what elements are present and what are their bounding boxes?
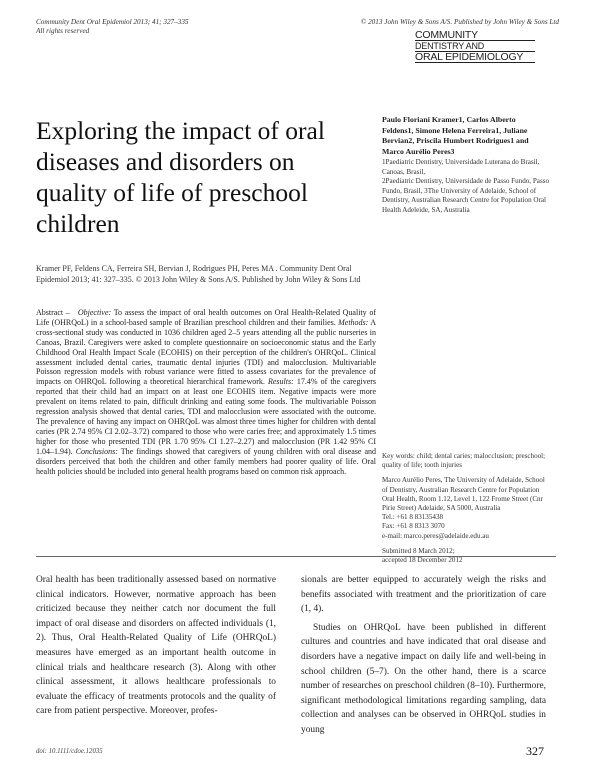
- section-divider: [36, 556, 556, 557]
- logo-line1: COMMUNITY: [415, 30, 535, 41]
- telephone: Tel.: +61 8 83135438: [382, 513, 444, 522]
- abstract: [36, 308, 376, 476]
- article-title: Exploring the impact of oral diseases and disorders on quality of life of preschool children: [36, 116, 325, 238]
- abstract-label: Abstract –: [36, 308, 70, 317]
- correspondence-address: Marco Aurélio Peres, The University of Adelaide, School of Dentistry, Australian Research Centre for Population Oral Health, Room 1.12, Level 1, 122 Frome Street (Cnr Pirie Street) Adelaide, SA 5000, Australia: [382, 476, 545, 513]
- abstract-methods: A cross-sectional study was conducted in 1036 children aged 2–5 years attending all the public nurseries in Canoas, Brazil. Caregivers were asked to complete questionnaire on socioeconomic status and the Early Childhood Oral Health Impact Scale (ECOHIS) on their perception of the children's OHRQoL. Clinical assessment included dental caries, traumatic dental injuries (TDI) and malocclusion. Multivariable Poisson regression models with robust variance were fitted to assess covariates for the prevalence of impacts on OHRQoL following a theoretical hierarchical framework.: [36, 317, 377, 387]
- journal-logo: [415, 30, 535, 63]
- journal-citation-line1: Community Dent Oral Epidemiol 2013; 41; 327–335: [36, 18, 189, 26]
- correspondence: [382, 476, 552, 540]
- abstract-objective-label: Objective:: [77, 308, 112, 317]
- body-column-2: [301, 573, 546, 738]
- intro-paragraph-1: Oral health has been traditionally assessed based on normative clinical indicators. However, normative approach has been criticized because they neither catch nor document the full impact of oral disease and disorders on affected individuals (1, 2). Thus, Oral Health-Related Quality of Life (OHRQoL) measures have emerged as an important health outcome in clinical trials and healthcare research (3). Along with other clinical assessment, it allows healthcare professionals to evaluate the efficacy of treatments protocols and the quality of care from patient perspective. Moreover, profes-: [36, 575, 276, 717]
- abstract-results-label: Results:: [267, 377, 294, 387]
- submitted-date: Submitted 8 March 2012;: [382, 546, 455, 555]
- intro-paragraph-2: Studies on OHRQoL have been published in different cultures and countries and have indicated that oral disease and disorders have a negative impact on daily life and well-being in school children (5–7). On the other hand, there is a scarce number of researches on preschool children (8–10). Furthermore, significant methodological limitations regarding sampling, data collection and analyses can be observed in OHRQoL studies in young: [301, 622, 546, 735]
- keywords: Key words: child; dental caries; malocclusion; preschool; quality of life; tooth injuries: [382, 452, 546, 470]
- doi-link[interactable]: doi: 10.1111/cdoe.12035: [36, 748, 103, 755]
- article-citation: Kramer PF, Feldens CA, Ferreira SH, Bervian J, Rodrigues PH, Peres MA . Community Dent Oral Epidemiol 2013; 41: 327–335. © 2013 John Wiley & Sons A/S. Published by John Wiley & Sons Ltd: [36, 264, 361, 284]
- affiliation-1: 1Paediatric Dentistry, Universidade Luterana do Brasil, Canoas, Brasil,: [382, 158, 540, 176]
- affiliations: [382, 158, 552, 215]
- email-link[interactable]: e-mail: marco.peres@adelaide.edu.au: [382, 531, 489, 540]
- logo-line2: DENTISTRY AND: [415, 41, 535, 52]
- intro-paragraph-continued: sionals are better equipped to accurately weigh the risks and benefits associated with treatment and the prioritization of care (1, 4).: [301, 575, 546, 615]
- journal-citation: [36, 18, 189, 36]
- abstract-objective: To assess the impact of oral health outcomes on Oral Health-Related Quality of Life (OHRQoL) in a school-based sample of Brazilian preschool children and their families.: [36, 308, 376, 327]
- logo-line3: ORAL EPIDEMIOLOGY: [415, 52, 535, 63]
- abstract-conclusions: The findings showed that caregivers of young children with oral disease and disorders perceived that both the children and other family members had poorer quality of life. Oral health policies should be included into general health programs based on common risk approach.: [36, 446, 377, 476]
- accepted-date: accepted 18 December 2012: [382, 556, 463, 565]
- page-number: 327: [526, 744, 544, 758]
- abstract-methods-label: Methods:: [338, 317, 369, 327]
- abstract-conclusions-label: Conclusions:: [75, 446, 118, 456]
- abstract-results: 17.4% of the caregivers reported that their child had an impact on at least one ECOHIS item. Negative impacts were more prevalent on items related to pain, difficult drinking and eating some foods. The multivariable Poisson regression analysis showed that dental caries, TDI and malocclusion were associated with the outcome. The prevalence of having any impact on OHRQoL was almost three times higher for children with dental caries (PR 2.74 95% CI 2.02–3.72) compared to those who were caries free; and approximately 1.5 times higher for those who presented TDI (PR 1.70 95% CI 1.27–2.27) and malocclusion (PR 1.42 95% CI 1.04–1.94).: [36, 377, 377, 456]
- author-list: Paulo Floriani Kramer1, Carlos Alberto Feldens1, Simone Helena Ferreira1, Juliane Bervian2, Priscila Humbert Rodrigues1 and Marco Aurélio Peres3: [382, 115, 529, 156]
- side-info: [382, 452, 552, 571]
- copyright-notice: © 2013 John Wiley & Sons A/S. Published by John Wiley & Sons Ltd: [360, 18, 559, 26]
- journal-citation-line2: All rights reserved: [36, 27, 90, 35]
- fax: Fax: +61 8 8313 3070: [382, 522, 445, 531]
- affiliation-2: 2Paediatric Dentistry, Universidade de Passo Fundo, Passo Fundo, Brasil, 3The University of Adelaide, School of Dentistry, Australian Research Centre for Population Oral Health Adeleide, SA, Australia: [382, 177, 550, 214]
- body-column-1: [36, 573, 276, 719]
